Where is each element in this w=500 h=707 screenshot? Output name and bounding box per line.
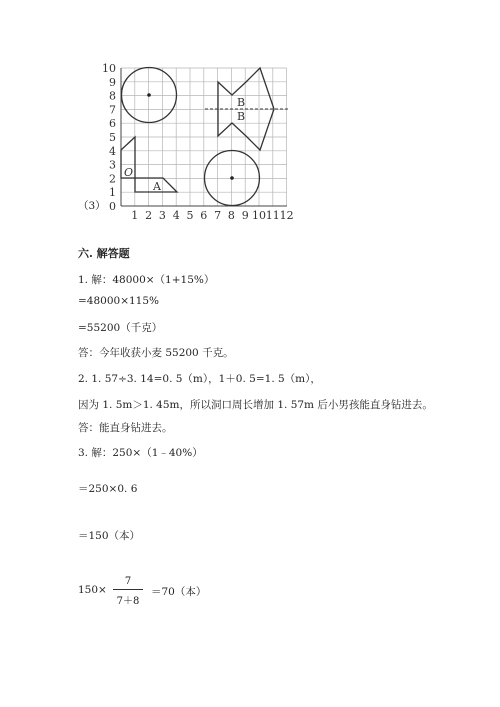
part-label: （3） (78, 200, 106, 212)
y-tick-label: 7 (109, 103, 116, 117)
q1-line3: =55200（千克） (78, 322, 163, 334)
y-tick-label: 2 (109, 172, 116, 186)
x-tick-label: 10 (252, 209, 266, 222)
label-a: A (153, 180, 161, 193)
y-tick-label: 8 (109, 89, 116, 103)
q2-answer: 答：能直身钻进去。 (78, 422, 173, 434)
x-axis-ticks (131, 209, 293, 222)
q3-fraction (113, 576, 143, 607)
y-tick-label: 5 (109, 131, 116, 144)
x-tick-label: 9 (241, 209, 249, 222)
x-tick-label: 11 (265, 209, 280, 222)
q3-line1: 3. 解：250×（1﹣40%） (78, 447, 203, 459)
fraction-denominator: 7＋8 (116, 596, 140, 607)
y-axis-ticks (102, 62, 116, 213)
label-o: O (124, 166, 134, 179)
x-tick-label: 3 (158, 209, 166, 222)
grid-figure (0, 0, 500, 230)
q3-line4-prefix: 150× (78, 584, 107, 596)
q3-line4-suffix: ＝70（本） (151, 586, 207, 598)
x-tick-label: 1 (131, 209, 139, 222)
x-tick-label: 5 (186, 209, 194, 222)
x-tick-label: 12 (279, 209, 294, 222)
circle-bottom-center (230, 176, 234, 180)
y-tick-label: 9 (109, 75, 116, 89)
label-b-bottom: B (237, 110, 246, 123)
grid-lines (121, 68, 287, 206)
q1-answer: 答：今年收获小麦 55200 千克。 (78, 347, 234, 359)
x-tick-label: 4 (172, 209, 180, 222)
q1-line2: =48000×115% (78, 295, 160, 307)
shape-b-top (218, 68, 274, 109)
label-b-top: B (237, 96, 246, 109)
shape-b-bottom (218, 109, 274, 150)
y-tick-label: 3 (109, 158, 116, 172)
x-tick-label: 6 (200, 209, 208, 222)
y-tick-label: 0 (109, 200, 116, 213)
x-tick-label: 2 (145, 209, 153, 222)
q2-line1: 2. 1. 57÷3. 14=0. 5（m），1＋0. 5=1. 5（m）， (78, 373, 321, 385)
y-tick-label: 1 (109, 186, 116, 200)
q1-line1: 1. 解：48000×（1+15%） (78, 274, 215, 286)
q2-line2: 因为 1. 5m＞1. 45m，所以洞口周长增加 1. 57m 后小男孩能直身钻进去。 (78, 399, 433, 411)
q3-line3: ＝150（本） (78, 530, 141, 542)
section-heading: 六. 解答题 (78, 247, 130, 260)
y-tick-label: 6 (109, 117, 116, 131)
q3-line2: ＝250×0. 6 (78, 483, 138, 495)
y-tick-label: 4 (109, 144, 116, 158)
fraction-bar (113, 589, 143, 590)
fraction-numerator: 7 (124, 576, 132, 587)
circle-top-center (147, 93, 151, 97)
y-tick-label: 10 (102, 62, 116, 75)
x-tick-label: 7 (214, 209, 222, 222)
x-tick-label: 8 (227, 209, 235, 222)
